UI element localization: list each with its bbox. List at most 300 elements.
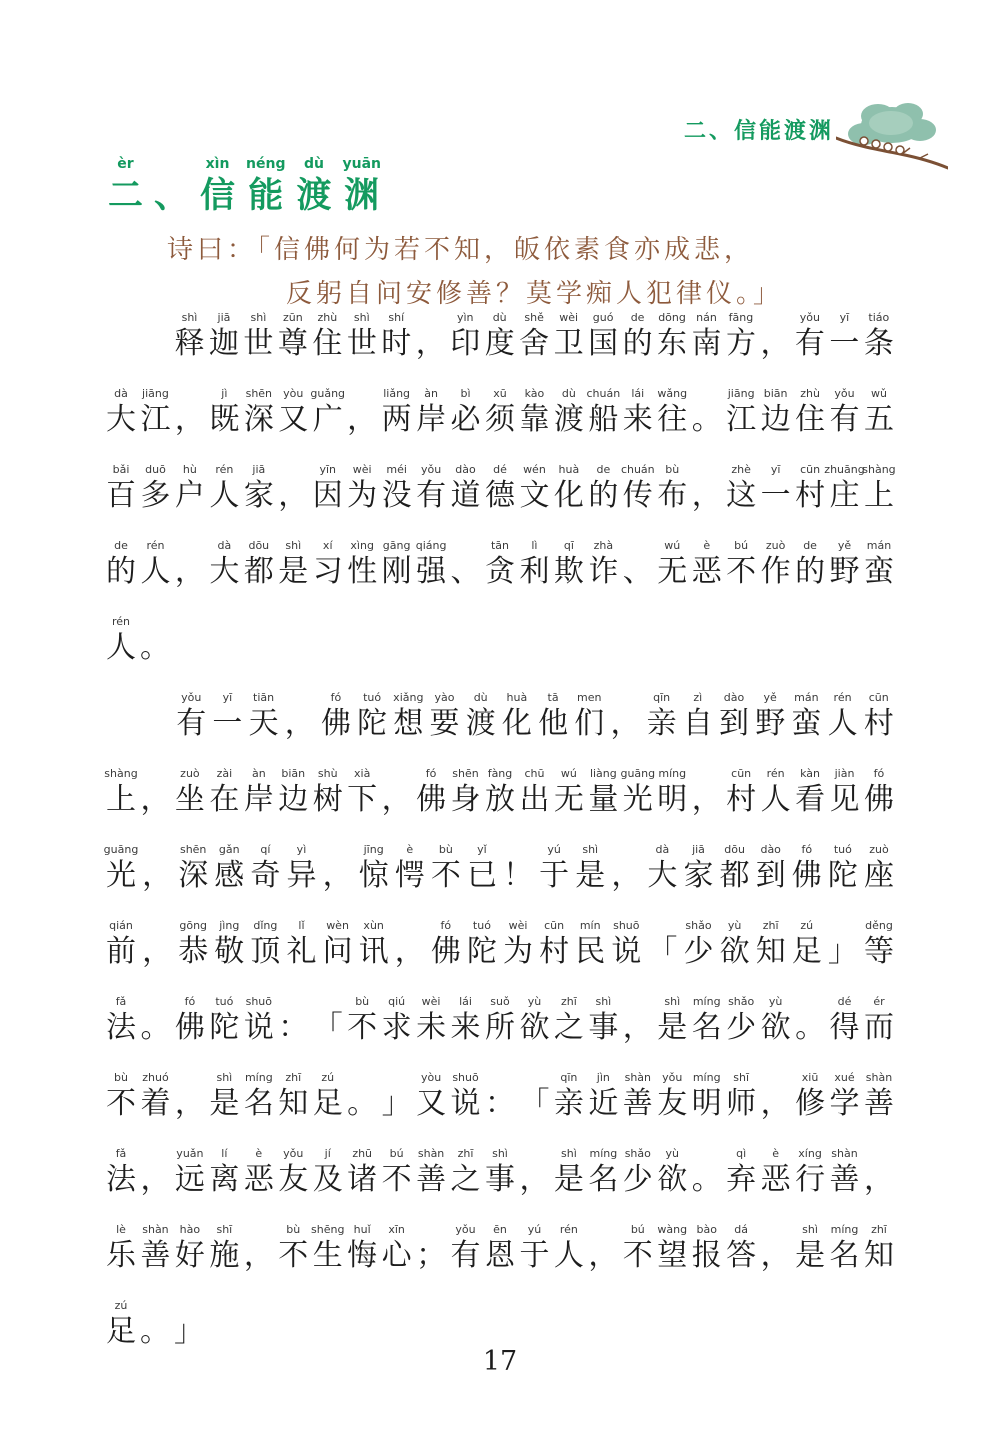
hanzi-char: 」 [174, 1314, 204, 1349]
hanzi-ruby-token [864, 538, 894, 590]
hanzi-char: 事 [588, 1010, 619, 1045]
pinyin-label: bú [389, 1147, 404, 1160]
hanzi-char: 传 [622, 478, 653, 513]
hanzi-char: 既 [209, 402, 240, 437]
pinyin-label: yǒu [420, 463, 442, 476]
pinyin-label: yǐ [477, 843, 487, 856]
pinyin-label: rén [559, 1223, 578, 1236]
hanzi-ruby-token [313, 994, 343, 1046]
pinyin-label: yù [665, 1147, 679, 1160]
hanzi-char: 的 [622, 326, 653, 361]
hanzi-char: 的 [795, 554, 826, 589]
hanzi-ruby-token [726, 994, 756, 1046]
hanzi-ruby-token [830, 386, 860, 438]
pinyin-label: xīn [388, 1223, 405, 1236]
hanzi-ruby-token [828, 842, 858, 894]
pinyin-label: zài [216, 767, 233, 780]
hanzi-ruby-token [683, 690, 713, 742]
hanzi-ruby-token [450, 310, 480, 362]
pinyin-label: yǒu [834, 387, 855, 400]
hanzi-ruby-token [395, 842, 425, 894]
hanzi-char: 渊 [344, 176, 380, 216]
hanzi-ruby-token [692, 994, 722, 1046]
hanzi-char: 明 [657, 782, 688, 817]
hanzi-ruby-token [382, 538, 412, 590]
hanzi-ruby-token [140, 994, 170, 1046]
hanzi-char: 友 [278, 1162, 309, 1197]
hanzi-ruby-token [154, 156, 189, 216]
pinyin-label: kào [524, 387, 545, 400]
pinyin-label: shì [595, 995, 612, 1008]
pinyin-label: fàng [487, 767, 513, 780]
hanzi-char: 说 [243, 1010, 274, 1045]
hanzi-char: ， [381, 782, 412, 817]
hanzi-char: 迦 [208, 326, 239, 361]
hanzi-char: 时 [381, 326, 412, 361]
hanzi-char: 是 [553, 1162, 584, 1197]
pinyin-label: dōu [724, 843, 745, 856]
hanzi-char: ， [622, 1010, 653, 1045]
hanzi-char: ， [691, 782, 722, 817]
pinyin-label: shǎo [624, 1147, 651, 1160]
hanzi-char: 一 [212, 706, 243, 741]
hanzi-char: 佛 [416, 782, 447, 817]
pinyin-label: jìng [219, 919, 240, 932]
hanzi-ruby-token [692, 310, 722, 362]
hanzi-ruby-token [761, 462, 791, 514]
hanzi-ruby-token [761, 1070, 791, 1122]
hanzi-ruby-token [623, 310, 653, 362]
hanzi-ruby-token [791, 690, 821, 742]
pinyin-label: de [596, 463, 611, 476]
pinyin-label: suǒ [490, 995, 510, 1008]
hanzi-char: 欲 [657, 1162, 688, 1197]
hanzi-ruby-token [726, 1070, 756, 1122]
pinyin-label: zuò [765, 539, 786, 552]
hanzi-ruby-token [761, 1222, 791, 1274]
hanzi-ruby-token [140, 538, 170, 590]
pinyin-label: qiú [388, 995, 406, 1008]
hanzi-char: 弃 [726, 1162, 757, 1197]
hanzi-ruby-token [756, 842, 786, 894]
hanzi-ruby-token [620, 462, 655, 514]
hanzi-char: 利 [519, 554, 550, 589]
hanzi-ruby-token [451, 766, 481, 818]
hanzi-ruby-token [209, 1222, 239, 1274]
pinyin-label: bì [460, 387, 471, 400]
hanzi-char: 两 [381, 402, 412, 437]
pinyin-label: mín [579, 919, 601, 932]
hanzi-char: 欲 [519, 1010, 550, 1045]
hanzi-ruby-token [209, 310, 239, 362]
hanzi-char: 有 [450, 1238, 481, 1273]
pinyin-label: bù [355, 995, 370, 1008]
hanzi-char: 人 [140, 554, 171, 589]
hanzi-char: 户 [174, 478, 205, 513]
pinyin-label: yǒu [662, 1071, 683, 1084]
hanzi-char: 岸 [243, 782, 274, 817]
hanzi-ruby-token [830, 766, 860, 818]
hanzi-ruby-token [142, 918, 172, 970]
hanzi-char: ， [322, 858, 353, 893]
pinyin-label: lǐ [298, 919, 305, 932]
hanzi-ruby-token [214, 842, 244, 894]
hanzi-char: 们 [574, 706, 605, 741]
hanzi-ruby-token [657, 310, 687, 362]
pinyin-label: yào [434, 691, 455, 704]
hanzi-ruby-token [610, 690, 640, 742]
hanzi-char: ， [760, 1086, 791, 1121]
hanzi-char: 敬 [214, 934, 245, 969]
hanzi-ruby-token [416, 1222, 446, 1274]
hanzi-ruby-token [382, 994, 412, 1046]
hanzi-char: 善 [140, 1238, 171, 1273]
hanzi-ruby-token [312, 310, 342, 362]
hanzi-char: 佛 [174, 1010, 205, 1045]
hanzi-char: 欲 [719, 934, 750, 969]
pinyin-label: shì [353, 311, 370, 324]
hanzi-char: 恶 [760, 1162, 791, 1197]
hanzi-char: 望 [657, 1238, 688, 1273]
pinyin-label: zhà [593, 539, 614, 552]
hanzi-char: 之 [553, 1010, 584, 1045]
hanzi-ruby-token [864, 994, 894, 1046]
pinyin-label: bù [438, 843, 453, 856]
hanzi-char: 「 [519, 1086, 550, 1121]
hanzi-ruby-token [692, 462, 722, 514]
pinyin-label: yě [837, 539, 852, 552]
hanzi-char: 是 [278, 554, 309, 589]
hanzi-char: 上 [106, 782, 136, 817]
hanzi-char: 来 [450, 1010, 481, 1045]
hanzi-ruby-token [175, 538, 205, 590]
hanzi-char: 「 [312, 1010, 343, 1045]
pinyin-label: tuó [472, 919, 491, 932]
hanzi-char: 善 [829, 1162, 860, 1197]
hanzi-char: 的 [588, 478, 619, 513]
pinyin-label: bào [696, 1223, 717, 1236]
pinyin-label: dà [655, 843, 670, 856]
pinyin-label: bù [665, 463, 680, 476]
hanzi-ruby-token [519, 766, 549, 818]
hanzi-ruby-token [792, 918, 822, 970]
text-line [106, 310, 894, 386]
pinyin-label: yú [547, 843, 561, 856]
hanzi-char: 村 [539, 934, 570, 969]
pinyin-label: zú [321, 1071, 335, 1084]
pinyin-label: cūn [868, 691, 889, 704]
hanzi-ruby-token [178, 918, 208, 970]
hanzi-ruby-token [212, 690, 242, 742]
pinyin-label: è [772, 1147, 779, 1160]
hanzi-ruby-token [323, 918, 353, 970]
hanzi-ruby-token [575, 918, 605, 970]
pinyin-label: shàn [831, 1147, 858, 1160]
hanzi-char: 善 [416, 1162, 447, 1197]
hanzi-ruby-token [286, 918, 316, 970]
hanzi-char: 边 [760, 402, 791, 437]
pinyin-label: ēn [493, 1223, 507, 1236]
hanzi-ruby-token [451, 1070, 481, 1122]
hanzi-char: 足 [106, 1314, 136, 1349]
pinyin-label: è [406, 843, 414, 856]
hanzi-char: 渡 [296, 176, 332, 216]
hanzi-ruby-token [175, 994, 205, 1046]
pinyin-label: yī [839, 311, 850, 324]
hanzi-ruby-token [174, 1298, 204, 1350]
hanzi-char: ； [416, 1238, 447, 1273]
hanzi-ruby-token [297, 156, 332, 216]
hanzi-char: 舍 [519, 326, 550, 361]
hanzi-ruby-token [684, 842, 714, 894]
hanzi-ruby-token [382, 1070, 412, 1122]
hanzi-char: 悔 [347, 1238, 378, 1273]
pinyin-label: yǒu [455, 1223, 476, 1236]
hanzi-char: 岸 [416, 402, 447, 437]
hanzi-char: 到 [755, 858, 786, 893]
pinyin-label: shě [524, 311, 544, 324]
hanzi-char: 条 [863, 326, 894, 361]
hanzi-ruby-token [554, 1070, 584, 1122]
hanzi-char: 。 [795, 1010, 826, 1045]
pinyin-label: dà [217, 539, 232, 552]
pinyin-label: qí [260, 843, 271, 856]
hanzi-ruby-token [175, 766, 205, 818]
hanzi-ruby-token [726, 766, 756, 818]
hanzi-ruby-token [795, 1222, 825, 1274]
hanzi-char: 着 [140, 1086, 171, 1121]
pinyin-label: yìn [456, 311, 474, 324]
hanzi-char: 。 [140, 1010, 171, 1045]
pinyin-label: xìng [350, 539, 374, 552]
hanzi-char: 知 [863, 1238, 894, 1273]
hanzi-ruby-token [250, 842, 280, 894]
pinyin-label: mán [794, 691, 819, 704]
pinyin-label: àn [251, 767, 266, 780]
pinyin-label: zhī [285, 1071, 302, 1084]
pinyin-label: shuō [452, 1071, 479, 1084]
hanzi-char: 边 [278, 782, 309, 817]
hanzi-ruby-token [313, 1070, 343, 1122]
hanzi-ruby-token [451, 462, 481, 514]
hanzi-char: 陀 [466, 934, 497, 969]
hanzi-char: 村 [863, 706, 894, 741]
pinyin-label: è [703, 539, 711, 552]
pinyin-label: lí [221, 1147, 228, 1160]
pinyin-label: qián [109, 919, 133, 932]
hanzi-ruby-token [278, 538, 308, 590]
hanzi-char: ， [140, 1162, 171, 1197]
hanzi-ruby-token [244, 386, 274, 438]
text-line [106, 1222, 894, 1298]
hanzi-char: 渡 [465, 706, 496, 741]
hanzi-ruby-token [657, 1222, 687, 1274]
hanzi-char: 之 [450, 1162, 481, 1197]
pinyin-label: de [630, 311, 645, 324]
hanzi-ruby-token [726, 462, 756, 514]
hanzi-ruby-token [623, 538, 653, 590]
hanzi-ruby-token [623, 1070, 653, 1122]
hanzi-char: 野 [755, 706, 786, 741]
pinyin-label: shuō [613, 919, 640, 932]
hanzi-char: 化 [553, 478, 584, 513]
hanzi-char: ， [610, 706, 641, 741]
pinyin-label: míng [692, 1071, 721, 1084]
pinyin-label: fó [425, 767, 437, 780]
hanzi-ruby-token [586, 386, 621, 438]
hanzi-char: 量 [588, 782, 619, 817]
hanzi-ruby-token [519, 462, 549, 514]
hanzi-ruby-token [588, 538, 618, 590]
pinyin-label: shàn [142, 1223, 169, 1236]
hanzi-ruby-token [176, 690, 206, 742]
hanzi-char: 不 [726, 554, 757, 589]
pinyin-label: fó [873, 767, 885, 780]
hanzi-ruby-token [108, 156, 143, 216]
hanzi-ruby-token [313, 538, 343, 590]
pinyin-label: jìn [596, 1071, 610, 1084]
hanzi-char: 庄 [829, 478, 860, 513]
hanzi-char: 树 [312, 782, 343, 817]
pinyin-label: shì [216, 1071, 233, 1084]
hanzi-char: 没 [381, 478, 412, 513]
pinyin-label: shēn [452, 767, 479, 780]
hanzi-ruby-token [106, 766, 136, 818]
text-line [106, 918, 894, 994]
hanzi-ruby-token [864, 918, 894, 970]
pinyin-label: wèi [352, 463, 372, 476]
hanzi-char: 坐 [174, 782, 205, 817]
pinyin-label: bǎi [112, 463, 130, 476]
hanzi-ruby-token [250, 918, 280, 970]
hanzi-char: 」 [827, 934, 858, 969]
text-line [106, 690, 894, 766]
hanzi-char: 须 [484, 402, 515, 437]
hanzi-ruby-token [140, 386, 170, 438]
pinyin-label: xiǎng [393, 691, 424, 704]
hanzi-ruby-token [214, 918, 244, 970]
pinyin-label: dǐng [253, 919, 278, 932]
hanzi-ruby-token [623, 1222, 653, 1274]
pinyin-label: zhī [560, 995, 577, 1008]
hanzi-ruby-token [657, 766, 687, 818]
hanzi-ruby-token [864, 310, 894, 362]
hanzi-ruby-token [692, 1222, 722, 1274]
pinyin-label: zuò [869, 843, 889, 856]
pinyin-label: gǎn [218, 843, 240, 856]
pinyin-label: hù [182, 463, 197, 476]
hanzi-ruby-token [209, 1146, 239, 1198]
hanzi-ruby-token [416, 538, 446, 590]
pinyin-label: lái [459, 995, 472, 1008]
hanzi-ruby-token [243, 310, 273, 362]
hanzi-char: 座 [863, 858, 894, 893]
hanzi-char: 乐 [106, 1238, 136, 1273]
hanzi-char: 而 [863, 1010, 894, 1045]
hanzi-char: ， [760, 1238, 791, 1273]
hanzi-ruby-token [278, 1146, 308, 1198]
hanzi-ruby-token [244, 1070, 274, 1122]
hanzi-char: 、 [622, 554, 653, 589]
hanzi-char: 大 [209, 554, 240, 589]
hanzi-ruby-token [519, 386, 549, 438]
pinyin-label: è [255, 1147, 263, 1160]
hanzi-ruby-token [395, 918, 425, 970]
hanzi-char: 性 [347, 554, 378, 589]
hanzi-char: ， [142, 858, 173, 893]
hanzi-ruby-token [393, 690, 423, 742]
hanzi-char: 。 [347, 1086, 378, 1121]
hanzi-char: 人 [553, 1238, 584, 1273]
hanzi-ruby-token [381, 310, 411, 362]
text-line [106, 766, 894, 842]
hanzi-char: 看 [795, 782, 826, 817]
pinyin-label: fó [440, 919, 452, 932]
hanzi-ruby-token [519, 310, 549, 362]
pinyin-label: tiān [253, 691, 275, 704]
hanzi-char: 友 [657, 1086, 688, 1121]
hanzi-char: 离 [209, 1162, 240, 1197]
hanzi-char: 佛 [320, 706, 351, 741]
hanzi-char: 感 [214, 858, 245, 893]
hanzi-char: 欲 [760, 1010, 791, 1045]
hanzi-char: 名 [588, 1162, 619, 1197]
pinyin-label: tuó [833, 843, 852, 856]
hanzi-ruby-token [467, 842, 497, 894]
hanzi-ruby-token [692, 1070, 722, 1122]
hanzi-char: 说 [450, 1086, 481, 1121]
pinyin-label: xìn [205, 156, 230, 172]
hanzi-ruby-token [554, 766, 584, 818]
hanzi-char: ， [611, 858, 642, 893]
pinyin-label: dù [304, 156, 324, 172]
hanzi-ruby-token [106, 994, 136, 1046]
text-line [106, 1146, 894, 1222]
hanzi-char: 家 [683, 858, 714, 893]
hanzi-char: 都 [243, 554, 274, 589]
hanzi-char: 又 [416, 1086, 447, 1121]
pinyin-label: xiū [801, 1071, 819, 1084]
hanzi-char: 为 [347, 478, 378, 513]
hanzi-char: 家 [243, 478, 274, 513]
hanzi-char: 释 [174, 326, 205, 361]
hanzi-ruby-token [244, 538, 274, 590]
hanzi-ruby-token [313, 1146, 343, 1198]
pinyin-label: fó [184, 995, 196, 1008]
hanzi-ruby-token [244, 994, 274, 1046]
hanzi-ruby-token [278, 310, 308, 362]
hanzi-char: 出 [519, 782, 550, 817]
hanzi-ruby-token [588, 994, 618, 1046]
hanzi-char: 民 [575, 934, 606, 969]
pinyin-label: qīn [560, 1071, 578, 1084]
hanzi-ruby-token [359, 842, 389, 894]
hanzi-ruby-token [761, 538, 791, 590]
pinyin-label: xíng [798, 1147, 822, 1160]
pinyin-label: xià [354, 767, 371, 780]
hanzi-ruby-token [720, 842, 750, 894]
pinyin-label: jiāng [142, 387, 169, 400]
hanzi-ruby-token [178, 842, 208, 894]
hanzi-ruby-token [140, 1146, 170, 1198]
pinyin-label: rén [766, 767, 785, 780]
hanzi-ruby-token [795, 310, 825, 362]
pinyin-label: jīng [363, 843, 384, 856]
hanzi-ruby-token [347, 310, 377, 362]
hanzi-char: 少 [622, 1162, 653, 1197]
hanzi-ruby-token [209, 538, 239, 590]
hanzi-char: 佛 [791, 858, 822, 893]
